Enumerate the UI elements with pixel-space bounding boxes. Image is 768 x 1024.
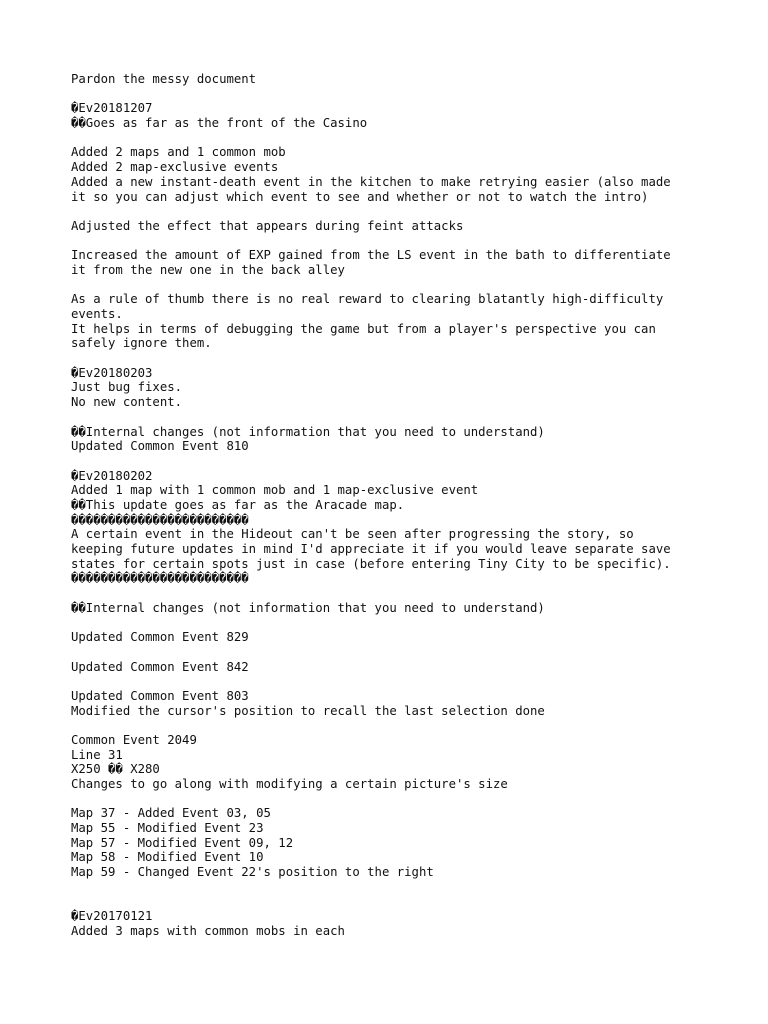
text-line: Line 31	[71, 747, 123, 762]
text-line: ������������������������	[71, 512, 249, 527]
text-line: �Ev20170121	[71, 909, 153, 924]
text-line: �Ev20180203	[71, 365, 153, 380]
blank-line	[71, 586, 731, 601]
document-page	[71, 72, 731, 939]
text-line: Adjusted the effect that appears during feint attacks	[71, 218, 464, 233]
text-line: Updated Common Event 842	[71, 659, 249, 674]
text-line: Map 58 - Modified Event 10	[71, 850, 264, 865]
text-line: Modified the cursor's position to recall the last selection done	[71, 703, 545, 718]
text-line: As a rule of thumb there is no real reward to clearing blatantly high-difficulty	[71, 292, 664, 307]
blank-line	[71, 895, 731, 910]
blank-line	[71, 880, 731, 895]
text-line: it so you can adjust which event to see and whether or not to watch the intro)	[71, 189, 649, 204]
text-line: Map 59 - Changed Event 22's position to the right	[71, 865, 434, 880]
text-line: states for certain spots just in case (before entering Tiny City to be specific).	[71, 556, 671, 571]
text-line: Just bug fixes.	[71, 380, 183, 395]
blank-line	[71, 615, 731, 630]
text-line: No new content.	[71, 395, 183, 410]
text-line: ������������������������	[71, 571, 249, 586]
blank-line	[71, 131, 731, 146]
text-line: Added a new instant-death event in the kitchen to make retrying easier (also made	[71, 174, 671, 189]
blank-line	[71, 234, 731, 249]
text-line: it from the new one in the back alley	[71, 262, 345, 277]
text-line: �Ev20180202	[71, 468, 153, 483]
text-line: Updated Common Event 803	[71, 688, 249, 703]
text-line: �Ev20181207	[71, 101, 153, 116]
text-line: ��This update goes as far as the Aracade map.	[71, 497, 405, 512]
blank-line	[71, 87, 731, 102]
text-line: It helps in terms of debugging the game but from a player's perspective you can	[71, 321, 656, 336]
blank-line	[71, 454, 731, 469]
text-line: keeping future updates in mind I'd appreciate it if you would leave separate save	[71, 542, 671, 556]
blank-line	[71, 792, 731, 807]
blank-line	[71, 351, 731, 366]
blank-line	[71, 718, 731, 733]
text-line: A certain event in the Hideout can't be seen after progressing the story, so	[71, 527, 634, 542]
text-line: Increased the amount of EXP gained from the LS event in the bath to differentiate	[71, 248, 671, 263]
text-line: events.	[71, 307, 123, 321]
text-line: ��Internal changes (not information that you need to understand)	[71, 600, 545, 615]
text-line: Added 2 map-exclusive events	[71, 160, 279, 175]
text-line: Map 37 - Added Event 03, 05	[71, 806, 271, 821]
text-line: safely ignore them.	[71, 336, 212, 351]
text-line: Updated Common Event 829	[71, 630, 249, 645]
blank-line	[71, 410, 731, 425]
text-line: ��Goes as far as the front of the Casino	[71, 116, 368, 131]
text-line: Changes to go along with modifying a certain picture's size	[71, 777, 508, 791]
blank-line	[71, 204, 731, 219]
text-line: Pardon the messy document	[71, 72, 257, 86]
text-line: Added 1 map with 1 common mob and 1 map-exclusive event	[71, 483, 479, 498]
text-line: Map 57 - Modified Event 09, 12	[71, 835, 294, 850]
blank-line	[71, 645, 731, 660]
text-line: Map 55 - Modified Event 23	[71, 821, 264, 836]
text-line: Added 3 maps with common mobs in each	[71, 923, 345, 938]
text-line: Updated Common Event 810	[71, 439, 249, 454]
text-line: Added 2 maps and 1 common mob	[71, 145, 286, 160]
text-line: ��Internal changes (not information that you need to understand)	[71, 424, 545, 439]
text-line: Common Event 2049	[71, 732, 197, 747]
blank-line	[71, 674, 731, 689]
blank-line	[71, 278, 731, 293]
text-line: X250 �� X280	[71, 762, 160, 777]
